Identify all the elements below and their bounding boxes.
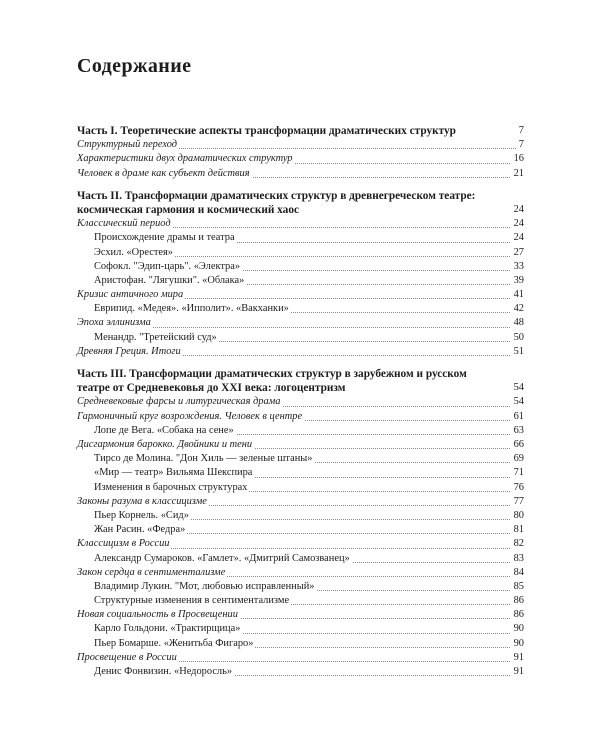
toc-page-number: 50 bbox=[511, 331, 524, 345]
toc-entry-title: Часть III. Трансформации драматических структур в зарубежном и русском театре от Средневековья до XXI века: логоцентризм bbox=[77, 368, 467, 395]
toc-entry-title: Классический период bbox=[77, 218, 171, 230]
toc-entry-title: Человек в драме как субъект действия bbox=[77, 167, 250, 179]
toc-entry-title: Еврипид. «Медея». «Ипполит». «Вакханки» bbox=[94, 303, 289, 315]
toc-entry-title: Менандр. "Третейский суд» bbox=[94, 331, 217, 343]
toc-page-number: 54 bbox=[511, 381, 524, 395]
toc-page-number: 39 bbox=[511, 274, 524, 288]
toc-entry-title: Лопе де Вега. «Собака на сене» bbox=[94, 424, 234, 436]
toc-chapter[interactable] bbox=[77, 495, 524, 509]
toc-chapter[interactable] bbox=[77, 651, 524, 665]
toc-chapter[interactable] bbox=[77, 537, 524, 551]
toc-chapter[interactable] bbox=[77, 152, 524, 166]
toc-page-number: 54 bbox=[511, 395, 524, 409]
toc-entry-title: Гармоничный круг возрождения. Человек в центре bbox=[77, 410, 303, 422]
toc-entry-title: Изменения в барочных структурах bbox=[94, 481, 248, 493]
toc-chapter[interactable] bbox=[77, 167, 524, 181]
toc-page-number: 81 bbox=[511, 523, 524, 537]
toc-chapter[interactable] bbox=[77, 138, 524, 152]
table-of-contents bbox=[77, 124, 524, 679]
toc-chapter[interactable] bbox=[77, 345, 524, 359]
toc-page-number: 7 bbox=[516, 124, 524, 138]
toc-entry-title: Дисгармония барокко. Двойники и тени bbox=[77, 439, 253, 451]
toc-page-number: 86 bbox=[511, 594, 524, 608]
toc-entry-title: Закон сердца в сентиментализме bbox=[77, 566, 226, 578]
section-gap bbox=[77, 181, 524, 189]
toc-page-number: 84 bbox=[511, 566, 524, 580]
toc-entry-title: Кризис античного мира bbox=[77, 289, 184, 301]
toc-page-number: 71 bbox=[511, 466, 524, 480]
toc-entry-title: Эсхил. «Орестея» bbox=[94, 246, 173, 258]
toc-entry-title: Жан Расин. «Федра» bbox=[94, 524, 186, 536]
toc-subentry[interactable] bbox=[77, 331, 524, 345]
toc-entry-title: Происхождение драмы и театра bbox=[94, 232, 235, 244]
toc-subentry[interactable] bbox=[77, 302, 524, 316]
toc-page-number: 41 bbox=[511, 288, 524, 302]
toc-entry-title: Средневековые фарсы и литургическая драма bbox=[77, 396, 281, 408]
toc-page-number: 61 bbox=[511, 410, 524, 424]
toc-page-number: 48 bbox=[511, 316, 524, 330]
toc-entry-title: Законы разума в классицизме bbox=[77, 495, 207, 507]
toc-subentry[interactable] bbox=[77, 622, 524, 636]
toc-entry-title: Структурный переход bbox=[77, 139, 178, 151]
toc-subentry[interactable] bbox=[77, 231, 524, 245]
toc-entry-title: Структурные изменения в сентиментализме bbox=[94, 595, 290, 607]
toc-chapter[interactable] bbox=[77, 410, 524, 424]
toc-chapter[interactable] bbox=[77, 608, 524, 622]
toc-entry-title: Классицизм в России bbox=[77, 538, 170, 550]
toc-entry-title: Пьер Корнель. «Сид» bbox=[94, 509, 189, 521]
toc-subentry[interactable] bbox=[77, 665, 524, 679]
toc-entry-title: Карло Гольдони. «Трактирщица» bbox=[94, 623, 241, 635]
toc-chapter[interactable] bbox=[77, 438, 524, 452]
toc-page-number: 63 bbox=[511, 424, 524, 438]
toc-page-number: 77 bbox=[511, 495, 524, 509]
toc-page-number: 51 bbox=[511, 345, 524, 359]
toc-page-number: 27 bbox=[511, 246, 524, 260]
toc-subentry[interactable] bbox=[77, 466, 524, 480]
toc-subentry[interactable] bbox=[77, 637, 524, 651]
section-gap bbox=[77, 359, 524, 367]
toc-chapter[interactable] bbox=[77, 316, 524, 330]
toc-page-number: 91 bbox=[511, 665, 524, 679]
toc-entry-title: Часть II. Трансформации драматических структур в древнегреческом театре: космическая гармония и космический хаос bbox=[77, 189, 476, 216]
toc-subentry[interactable] bbox=[77, 246, 524, 260]
toc-entry-title: Древняя Греция. Итоги bbox=[77, 345, 181, 357]
toc-part[interactable] bbox=[77, 189, 524, 217]
toc-chapter[interactable] bbox=[77, 395, 524, 409]
toc-subentry[interactable] bbox=[77, 424, 524, 438]
toc-page-number: 7 bbox=[516, 138, 524, 152]
toc-part[interactable] bbox=[77, 124, 524, 138]
toc-subentry[interactable] bbox=[77, 481, 524, 495]
toc-page-number: 86 bbox=[511, 608, 524, 622]
toc-part[interactable] bbox=[77, 367, 524, 395]
toc-page-number: 90 bbox=[511, 637, 524, 651]
toc-page-number: 33 bbox=[511, 260, 524, 274]
toc-subentry[interactable] bbox=[77, 274, 524, 288]
toc-subentry[interactable] bbox=[77, 580, 524, 594]
toc-page-number: 83 bbox=[511, 552, 524, 566]
toc-page-number: 85 bbox=[511, 580, 524, 594]
toc-entry-title: Новая социальность в Просвещении bbox=[77, 609, 238, 621]
toc-subentry[interactable] bbox=[77, 594, 524, 608]
toc-subentry[interactable] bbox=[77, 552, 524, 566]
toc-subentry[interactable] bbox=[77, 509, 524, 523]
toc-page-number: 90 bbox=[511, 622, 524, 636]
toc-chapter[interactable] bbox=[77, 566, 524, 580]
toc-entry-title: Денис Фонвизин. «Недоросль» bbox=[94, 666, 233, 678]
toc-page-number: 21 bbox=[511, 167, 524, 181]
toc-subentry[interactable] bbox=[77, 452, 524, 466]
toc-entry-title: Владимир Лукин. "Мот, любовью исправленный» bbox=[94, 580, 315, 592]
toc-subentry[interactable] bbox=[77, 523, 524, 537]
toc-page-number: 91 bbox=[511, 651, 524, 665]
toc-page-number: 80 bbox=[511, 509, 524, 523]
toc-entry-title: Аристофан. "Лягушки". «Облака» bbox=[94, 274, 245, 286]
toc-entry-title: Характеристики двух драматических структур bbox=[77, 153, 293, 165]
toc-page-number: 24 bbox=[511, 217, 524, 231]
toc-entry-title: Просвещение в России bbox=[77, 651, 177, 663]
toc-page-number: 24 bbox=[511, 231, 524, 245]
toc-page-number: 42 bbox=[511, 302, 524, 316]
toc-chapter[interactable] bbox=[77, 217, 524, 231]
toc-page-number: 82 bbox=[511, 537, 524, 551]
toc-entry-title: «Мир — театр» Вильяма Шекспира bbox=[94, 467, 253, 479]
toc-page-number: 76 bbox=[511, 481, 524, 495]
toc-entry-title: Александр Сумароков. «Гамлет». «Дмитрий Самозванец» bbox=[94, 552, 350, 564]
toc-page-number: 69 bbox=[511, 452, 524, 466]
toc-entry-title: Софокл. "Эдип-царь". «Электра» bbox=[94, 260, 241, 272]
page-title: Содержание bbox=[77, 55, 192, 77]
toc-entry-title: Часть I. Теоретические аспекты трансформации драматических структур bbox=[77, 125, 456, 137]
toc-page-number: 66 bbox=[511, 438, 524, 452]
toc-entry-title: Тирсо де Молина. "Дон Хиль — зеленые штаны» bbox=[94, 453, 313, 465]
toc-subentry[interactable] bbox=[77, 260, 524, 274]
toc-entry-title: Пьер Бомарше. «Женитьба Фигаро» bbox=[94, 637, 254, 649]
toc-entry-title: Эпоха эллинизма bbox=[77, 317, 151, 329]
toc-page-number: 24 bbox=[511, 203, 524, 217]
toc-chapter[interactable] bbox=[77, 288, 524, 302]
toc-page-number: 16 bbox=[511, 152, 524, 166]
